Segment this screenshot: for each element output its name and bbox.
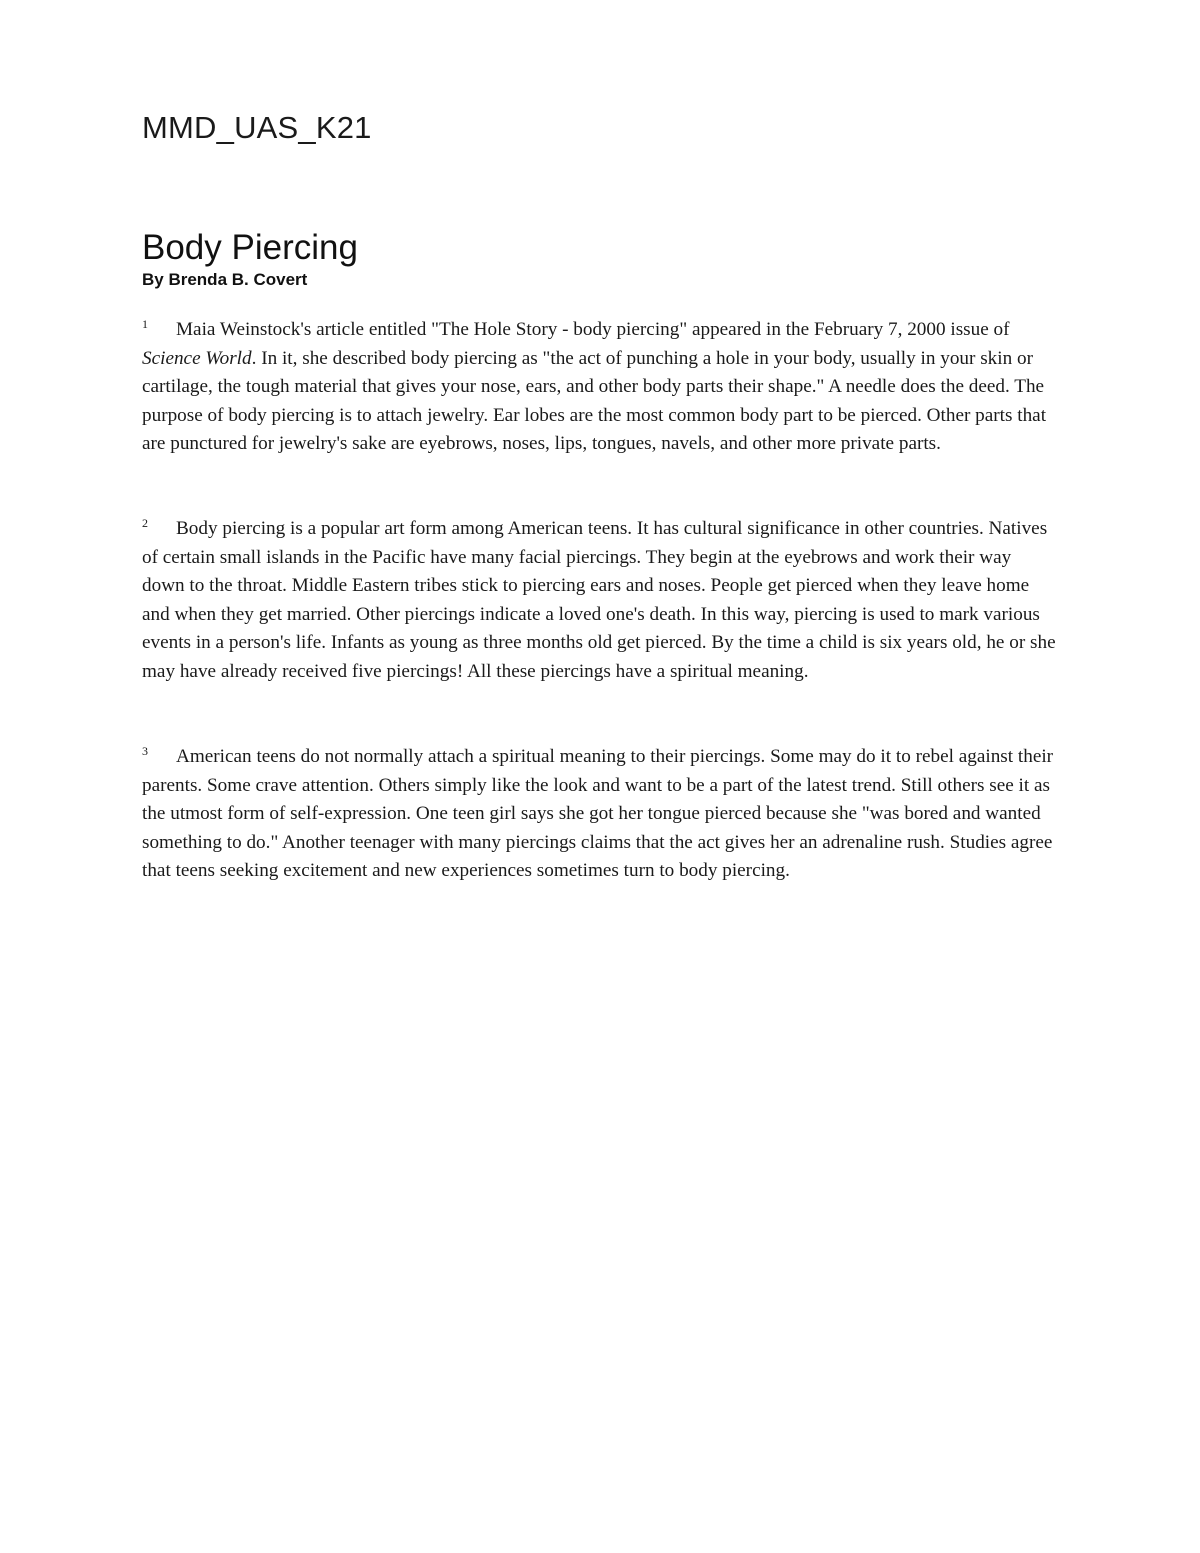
article-byline: By Brenda B. Covert xyxy=(142,270,308,289)
paragraph-number: 2 xyxy=(142,516,148,530)
document-id: MMD_UAS_K21 xyxy=(142,110,372,145)
paragraph-text: Maia Weinstock's article entitled "The Hole Story - body piercing" appeared in the February 7, 2000 issue of xyxy=(176,319,1010,340)
paragraph-2 xyxy=(142,515,1057,687)
paragraph-text: American teens do not normally attach a spiritual meaning to their piercings. Some may do it to rebel against their parents. Some crave attention. Others simply like the look and want to be a part of the latest trend. Still others see it as the utmost form of self-expression. One teen girl says she got her tongue pierced because she "was bored and wanted something to do." Another teenager with many piercings claims that the act gives her an adrenaline rush. Studies agree that teens seeking excitement and new experiences sometimes turn to body piercing. xyxy=(142,746,1054,882)
paragraph-1 xyxy=(142,316,1057,459)
paragraph-number: 1 xyxy=(142,317,148,331)
article-title: Body Piercing xyxy=(142,228,358,267)
paragraph-3 xyxy=(142,743,1057,886)
paragraph-number: 3 xyxy=(142,744,148,758)
publication-name: Science World xyxy=(142,347,252,369)
paragraph-text-continued: . In it, she described body piercing as "the act of punching a hole in your body, usually in your skin or cartilage, the tough material that gives your nose, ears, and other body parts their shape." A needle does the deed. The purpose of body piercing is to attach jewelry. Ear lobes are the most common body part to be pierced. Other parts that are punctured for jewelry's sake are eyebrows, noses, lips, tongues, navels, and other more private parts. xyxy=(142,347,1047,455)
paragraph-text: Body piercing is a popular art form among American teens. It has cultural significance in other countries. Natives of certain small islands in the Pacific have many facial piercings. They begin at the eyebrows and work their way down to the throat. Middle Eastern tribes stick to piercing ears and noses. People get pierced when they leave home and when they get married. Other piercings indicate a loved one's death. In this way, piercing is used to mark various events in a person's life. Infants as young as three months old get pierced. By the time a child is six years old, he or she may have already received five piercings! All these piercings have a spiritual meaning. xyxy=(142,518,1056,682)
